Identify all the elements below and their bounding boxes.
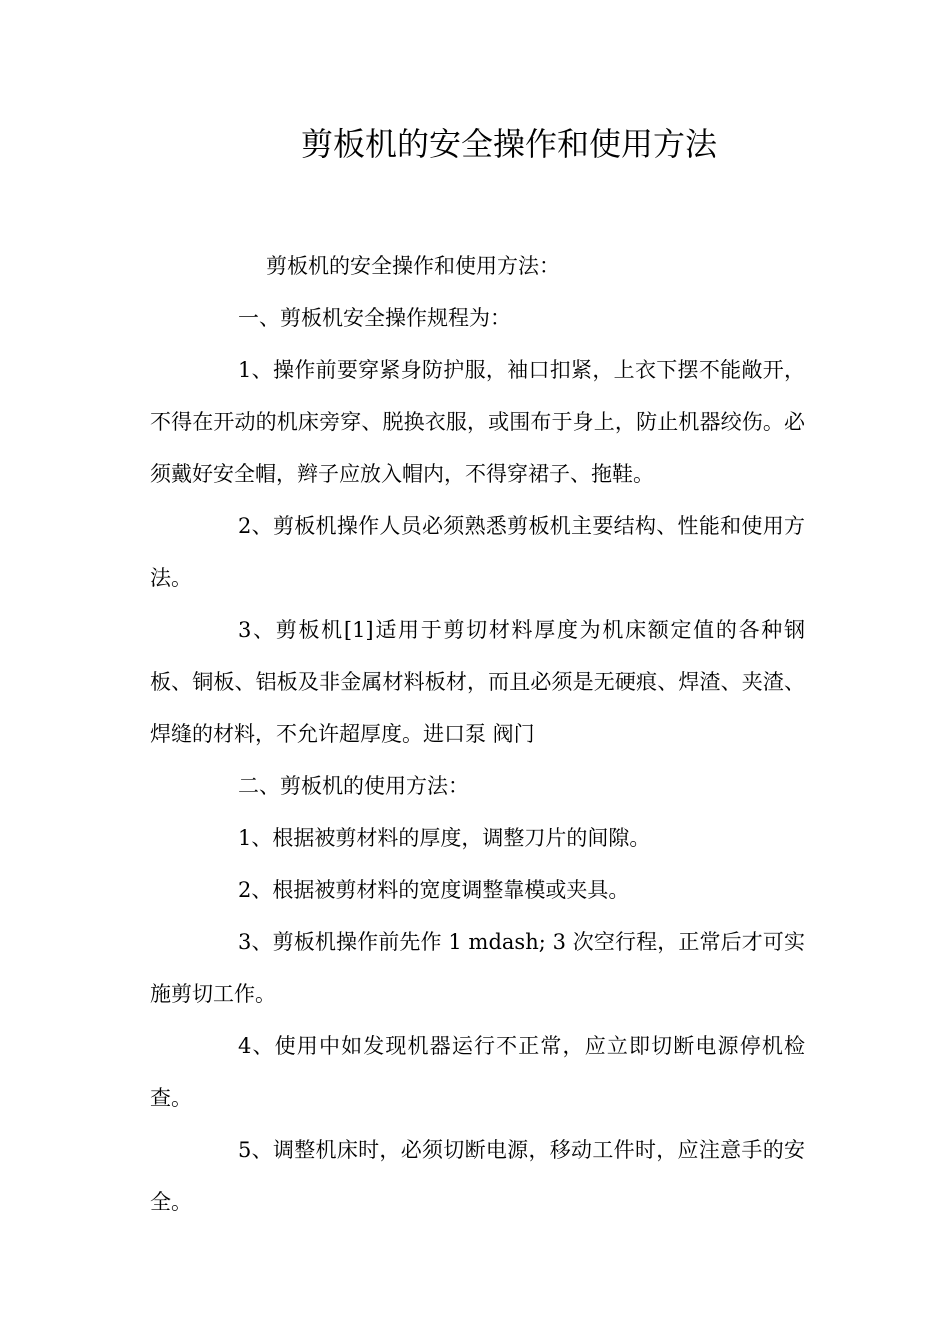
section-heading-1: 一、剪板机安全操作规程为： — [238, 306, 511, 330]
paragraph-rule-3: 3、剪板机[1]适用于剪切材料厚度为机床额定值的各种钢板、铜板、铝板及非金属材料板材，而且必须是无硬痕、焊渣、夹渣、焊缝的材料，不允许超厚度。进口泵 阀门 — [150, 618, 805, 746]
paragraph-usage-2: 2、根据被剪材料的宽度调整靠模或夹具。 — [238, 878, 630, 902]
document-body — [150, 240, 805, 1228]
document-title: 剪板机的安全操作和使用方法 — [300, 125, 717, 163]
paragraph-usage-3: 3、剪板机操作前先作 1 mdash; 3 次空行程，正常后才可实施剪切工作。 — [150, 930, 805, 1006]
paragraph-intro: 剪板机的安全操作和使用方法： — [266, 254, 560, 278]
section-heading-2: 二、剪板机的使用方法： — [238, 774, 469, 798]
paragraph-usage-4: 4、使用中如发现机器运行不正常，应立即切断电源停机检查。 — [150, 1034, 805, 1110]
paragraph-usage-1: 1、根据被剪材料的厚度，调整刀片的间隙。 — [238, 826, 651, 850]
paragraph-rule-1: 1、操作前要穿紧身防护服，袖口扣紧，上衣下摆不能敞开，不得在开动的机床旁穿、脱换衣服，或围布于身上，防止机器绞伤。必须戴好安全帽，辫子应放入帽内，不得穿裙子、拖鞋。 — [150, 358, 805, 486]
paragraph-rule-2: 2、剪板机操作人员必须熟悉剪板机主要结构、性能和使用方法。 — [150, 514, 805, 590]
paragraph-usage-5: 5、调整机床时，必须切断电源，移动工件时，应注意手的安全。 — [150, 1138, 805, 1214]
